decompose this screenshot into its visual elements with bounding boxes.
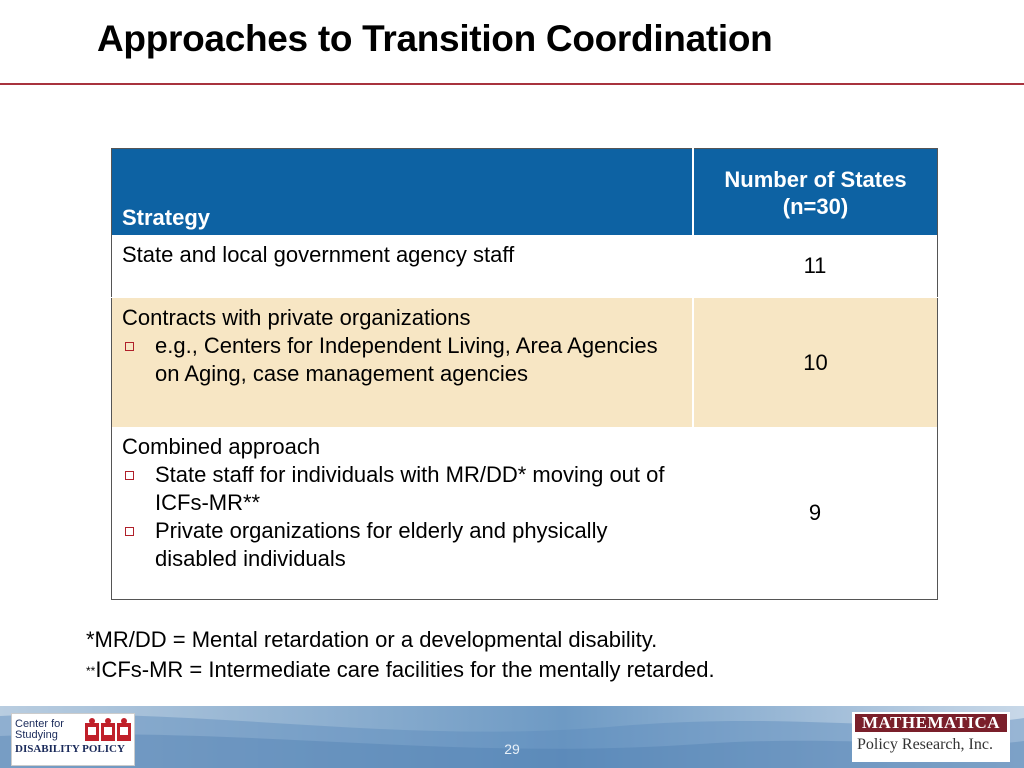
- table-row: [112, 298, 938, 428]
- footnote-mrdd: *MR/DD = Mental retardation or a developmental disability.: [86, 627, 658, 652]
- square-bullet-icon: [125, 527, 134, 536]
- list-item: [122, 461, 683, 517]
- square-bullet-icon: [125, 342, 134, 351]
- strategy-bullets: [122, 332, 682, 388]
- header-number-of-states: [693, 149, 938, 236]
- cdp-logo-line3: DISABILITY POLICY: [15, 743, 125, 755]
- strategy-cell: [112, 298, 694, 428]
- page-number: 29: [504, 741, 520, 757]
- strategy-label: State and local government agency staff: [122, 242, 515, 267]
- table-row: [112, 235, 938, 298]
- strategy-bullets: [122, 461, 683, 573]
- bullet-text: Private organizations for elderly and physically disabled individuals: [155, 518, 608, 571]
- title-divider: [0, 83, 1024, 85]
- strategy-cell: [112, 427, 694, 600]
- footnote-stars: **: [86, 664, 96, 678]
- table-row: [112, 427, 938, 600]
- header-count-line1: Number of States: [724, 167, 907, 192]
- header-count-line2: (n=30): [782, 194, 849, 219]
- footnote-icfmr: [86, 655, 715, 686]
- strategy-label: Contracts with private organizations: [122, 305, 471, 330]
- bullet-text: State staff for individuals with MR/DD* moving out of ICFs-MR**: [155, 462, 665, 515]
- cdp-logo-line1: Center for: [15, 718, 64, 730]
- slide-title: Approaches to Transition Coordination: [97, 18, 773, 59]
- mathematica-logo-name: MATHEMATICA: [855, 714, 1007, 732]
- center-for-studying-disability-policy-logo: [11, 713, 135, 766]
- strategy-label: Combined approach: [122, 434, 321, 459]
- count-cell: 9: [693, 427, 938, 600]
- cdp-logo-line2: Studying: [15, 729, 58, 741]
- strategy-table: [111, 148, 938, 600]
- mathematica-logo-subtitle: Policy Research, Inc.: [857, 736, 993, 753]
- count-cell: 11: [693, 235, 938, 298]
- bullet-text: e.g., Centers for Independent Living, Area Agencies on Aging, case management agencies: [155, 333, 658, 386]
- count-cell: 10: [693, 298, 938, 428]
- square-bullet-icon: [125, 471, 134, 480]
- people-icon: [84, 717, 132, 743]
- mathematica-logo: [852, 712, 1010, 762]
- list-item: [122, 517, 683, 573]
- table-header-row: [112, 149, 938, 236]
- strategy-cell: [112, 235, 694, 298]
- footnotes: [86, 625, 715, 686]
- footnote-icfmr-text: ICFs-MR = Intermediate care facilities for the mentally retarded.: [95, 657, 715, 682]
- list-item: [122, 332, 682, 388]
- header-strategy: Strategy: [112, 149, 694, 236]
